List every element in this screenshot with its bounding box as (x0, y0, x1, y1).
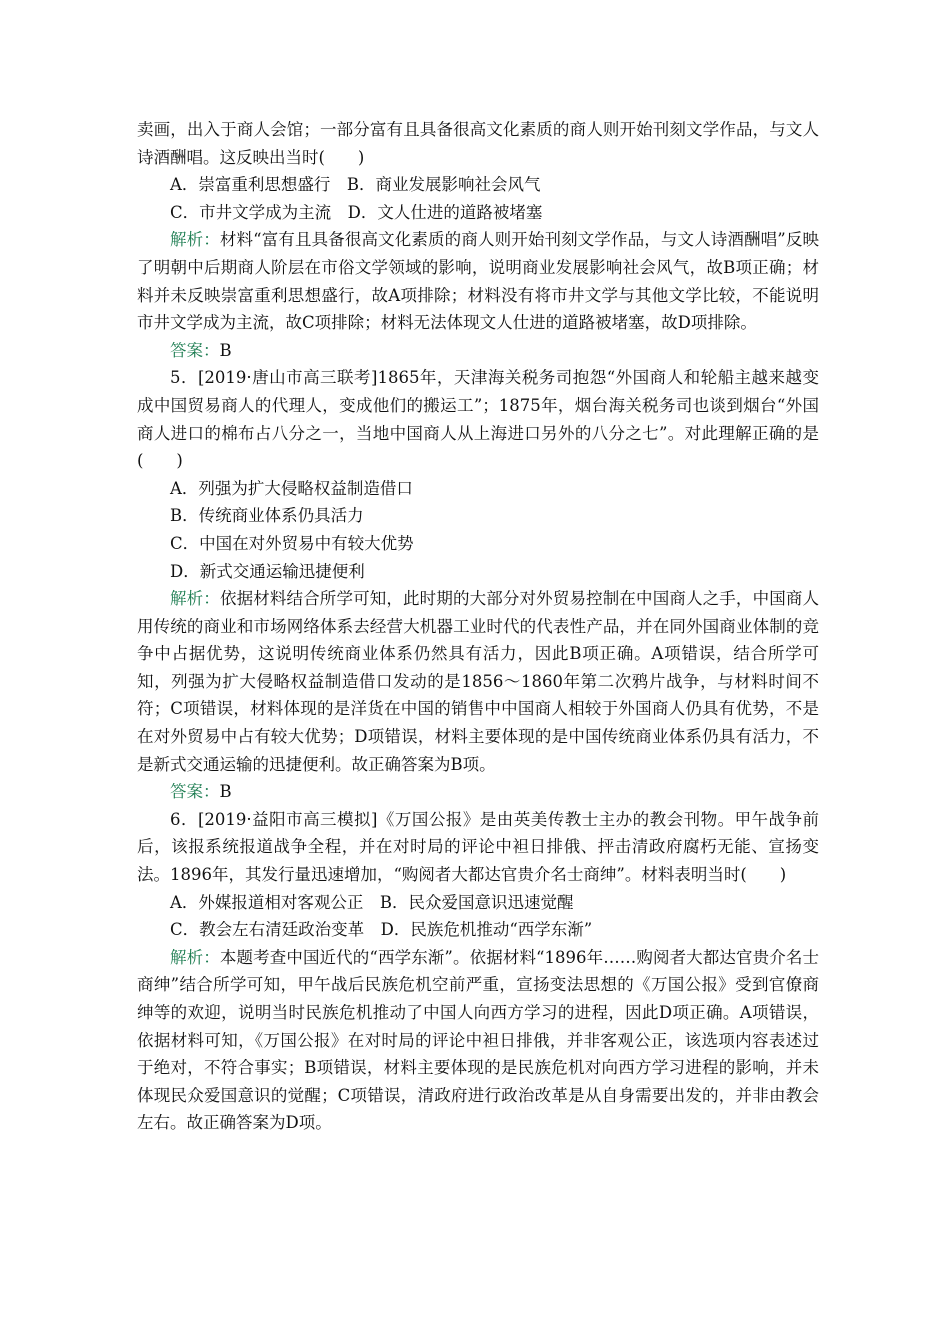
question-5 (137, 364, 819, 806)
answer-label: 答案： (170, 782, 220, 802)
question-6-analysis (137, 944, 819, 1137)
question-5-option-a: A．列强为扩大侵略权益制造借口 (170, 478, 413, 498)
answer-value: B (219, 340, 232, 360)
analysis-text: 材料“富有且具备很高文化素质的商人则开始刊刻文学作品，与文人诗酒酬唱”反映了明朝中后期商人阶层在市俗文学领域的影响，说明商业发展影响社会风气，故B项正确；材料并未反映崇富重利思想盛行，故A项排除；材料没有将市井文学与其他文学比较，不能说明市井文学成为主流，故C项排除；材料无法体现文人仕进的道路被堵塞，故D项排除。 (137, 230, 820, 333)
question-4-analysis (137, 226, 819, 336)
question-4-options-ab: A．崇富重利思想盛行 B．商业发展影响社会风气 (170, 175, 541, 195)
analysis-text: 本题考查中国近代的“西学东渐”。依据材料“1896年……购阅者大都达官贵介名士商绅”结合所学可知，甲午战后民族危机空前严重，宣扬变法思想的《万国公报》受到官僚商绅等的欢迎，说明当时民族危机推动了中国人向西方学习的进程，因此D项正确。A项错误，依据材料可知，《万国公报》在对时局的评论中袒日排俄，并非客观公正，该选项内容表述过于绝对，不符合事实；B项错误，材料主要体现的是民族危机对向西方学习进程的影响，并未体现民众爱国意识的觉醒；C项错误，清政府进行政治改革是从自身需要出发的，并非由教会左右。故正确答案为D项。 (137, 947, 819, 1133)
document-page (137, 116, 819, 1137)
question-5-answer (137, 778, 819, 806)
question-6-stem: 6．[2019·益阳市高三模拟]《万国公报》是由英美传教士主办的教会刊物。甲午战争前后，该报系统报道战争全程，并在对时局的评论中袒日排俄、抨击清政府腐朽无能、宣扬变法。1896年，其发行量迅速增加，“购阅者大都达官贵介名士商绅”。材料表明当时( ) (137, 809, 819, 885)
question-4-stem-tail: 卖画，出入于商人会馆；一部分富有且具备很高文化素质的商人则开始刊刻文学作品，与文人诗酒酬唱。这反映出当时( ) (137, 120, 819, 167)
answer-value: B (219, 782, 232, 802)
analysis-label: 解析： (170, 947, 220, 967)
analysis-label: 解析： (170, 589, 220, 609)
question-5-option-d: D．新式交通运输迅捷便利 (170, 561, 365, 581)
question-5-stem: 5．[2019·唐山市高三联考]1865年，天津海关税务司抱怨“外国商人和轮船主越来越变成中国贸易商人的代理人，变成他们的搬运工”；1875年，烟台海关税务司也谈到烟台“外国商人进口的棉布占八分之一，当地中国商人从上海进口另外的八分之七”。对此理解正确的是( ) (137, 368, 819, 471)
question-4-answer (137, 337, 819, 365)
answer-label: 答案： (170, 340, 220, 360)
analysis-text: 依据材料结合所学可知，此时期的大部分对外贸易控制在中国商人之手，中国商人用传统的商业和市场网络体系去经营大机器工业时代的代表性产品，并在同外国商业体制的竞争中占据优势，这说明传统商业体系仍然具有活力，因此B项正确。A项错误，结合所学可知，列强为扩大侵略权益制造借口发动的是1856～1860年第二次鸦片战争，与材料时间不符；C项错误，材料体现的是洋货在中国的销售中中国商人相较于外国商人仍具有优势，不是在对外贸易中占有较大优势；D项错误，材料主要体现的是中国传统商业体系仍具有活力，不是新式交通运输的迅捷便利。故正确答案为B项。 (137, 589, 820, 774)
question-5-option-c: C．中国在对外贸易中有较大优势 (170, 533, 414, 553)
question-5-analysis (137, 585, 819, 778)
analysis-label: 解析： (170, 230, 220, 250)
question-6-options-cd: C．教会左右清廷政治变革 D．民族危机推动“西学东渐” (170, 920, 593, 940)
question-4-options-cd: C．市井文学成为主流 D．文人仕进的道路被堵塞 (170, 202, 543, 222)
question-4-continuation (137, 116, 819, 364)
question-5-option-b: B．传统商业体系仍具活力 (170, 506, 364, 526)
question-6-options-ab: A．外媒报道相对客观公正 B．民众爱国意识迅速觉醒 (170, 892, 574, 912)
question-6 (137, 806, 819, 1137)
